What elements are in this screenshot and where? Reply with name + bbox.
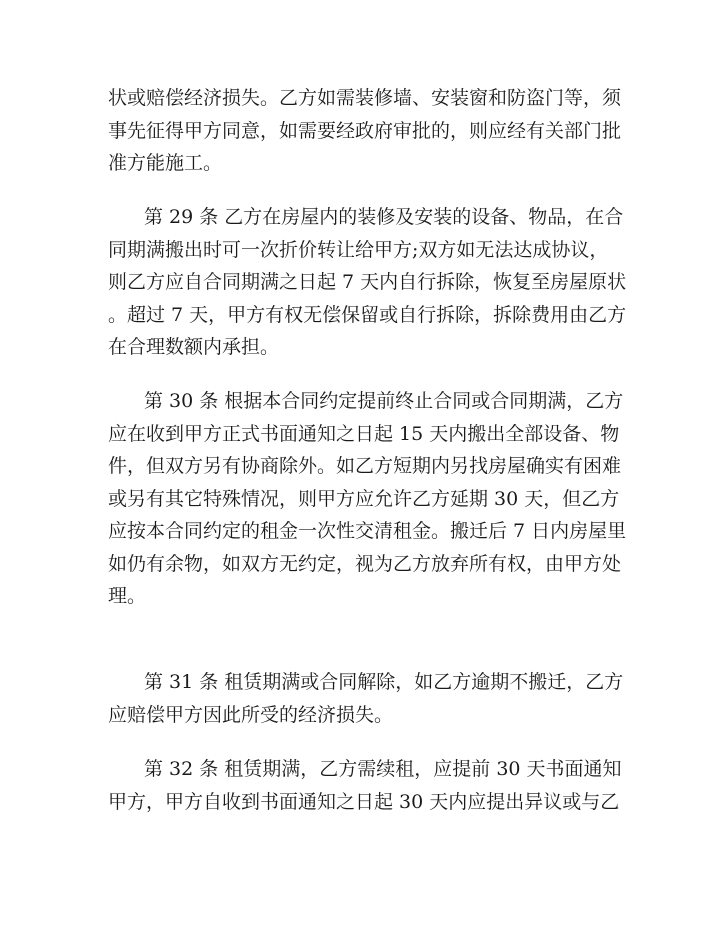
text-line: 第 31 条 租赁期满或合同解除，如乙方逾期不搬迁，乙方 <box>144 671 624 693</box>
text-line: 则乙方应自合同期满之日起 7 天内自行拆除，恢复至房屋原状 <box>108 271 627 293</box>
text-line: 甲方，甲方自收到书面通知之日起 30 天内应提出异议或与乙 <box>108 790 620 813</box>
paragraph-article-30 <box>108 385 628 613</box>
text-line: 件，但双方另有协商除外。如乙方短期内另找房屋确实有困难 <box>108 455 622 477</box>
text-line: 应在收到甲方正式书面通知之日起 15 天内搬出全部设备、物 <box>108 422 620 445</box>
text-line: 如仍有余物，如双方无约定，视为乙方放弃所有权，由甲方处 <box>108 552 622 575</box>
text-line: 第 30 条 根据本合同约定提前终止合同或合同期满，乙方 <box>144 390 624 412</box>
paragraph-continuation <box>108 82 628 180</box>
text-line: 或另有其它特殊情况，则甲方应允许乙方延期 30 天，但乙方 <box>108 487 620 510</box>
paragraph-article-31 <box>108 666 628 731</box>
text-line: 状或赔偿经济损失。乙方如需装修墙、安装窗和防盗门等，须 <box>108 87 622 109</box>
text-line: 第 29 条 乙方在房屋内的装修及安装的设备、物品，在合 <box>144 206 624 228</box>
text-line: 在合理数额内承担。 <box>108 336 280 358</box>
text-line: 应按本合同约定的租金一次性交清租金。搬迁后 7 日内房屋里 <box>108 520 627 542</box>
text-line: 事先征得甲方同意，如需要经政府审批的，则应经有关部门批 <box>108 119 622 142</box>
text-line: 同期满搬出时可一次折价转让给甲方;双方如无法达成协议， <box>108 238 609 261</box>
text-line: 理。 <box>108 585 147 607</box>
paragraph-article-32 <box>108 753 628 818</box>
text-line: 第 32 条 租赁期满，乙方需续租，应提前 30 天书面通知 <box>144 758 622 780</box>
paragraph-article-29 <box>108 201 628 364</box>
text-line: 应赔偿甲方因此所受的经济损失。 <box>108 703 394 726</box>
text-line: 准方能施工。 <box>108 152 223 174</box>
text-line: 。超过 7 天，甲方有权无偿保留或自行拆除，拆除费用由乙方 <box>108 303 627 326</box>
